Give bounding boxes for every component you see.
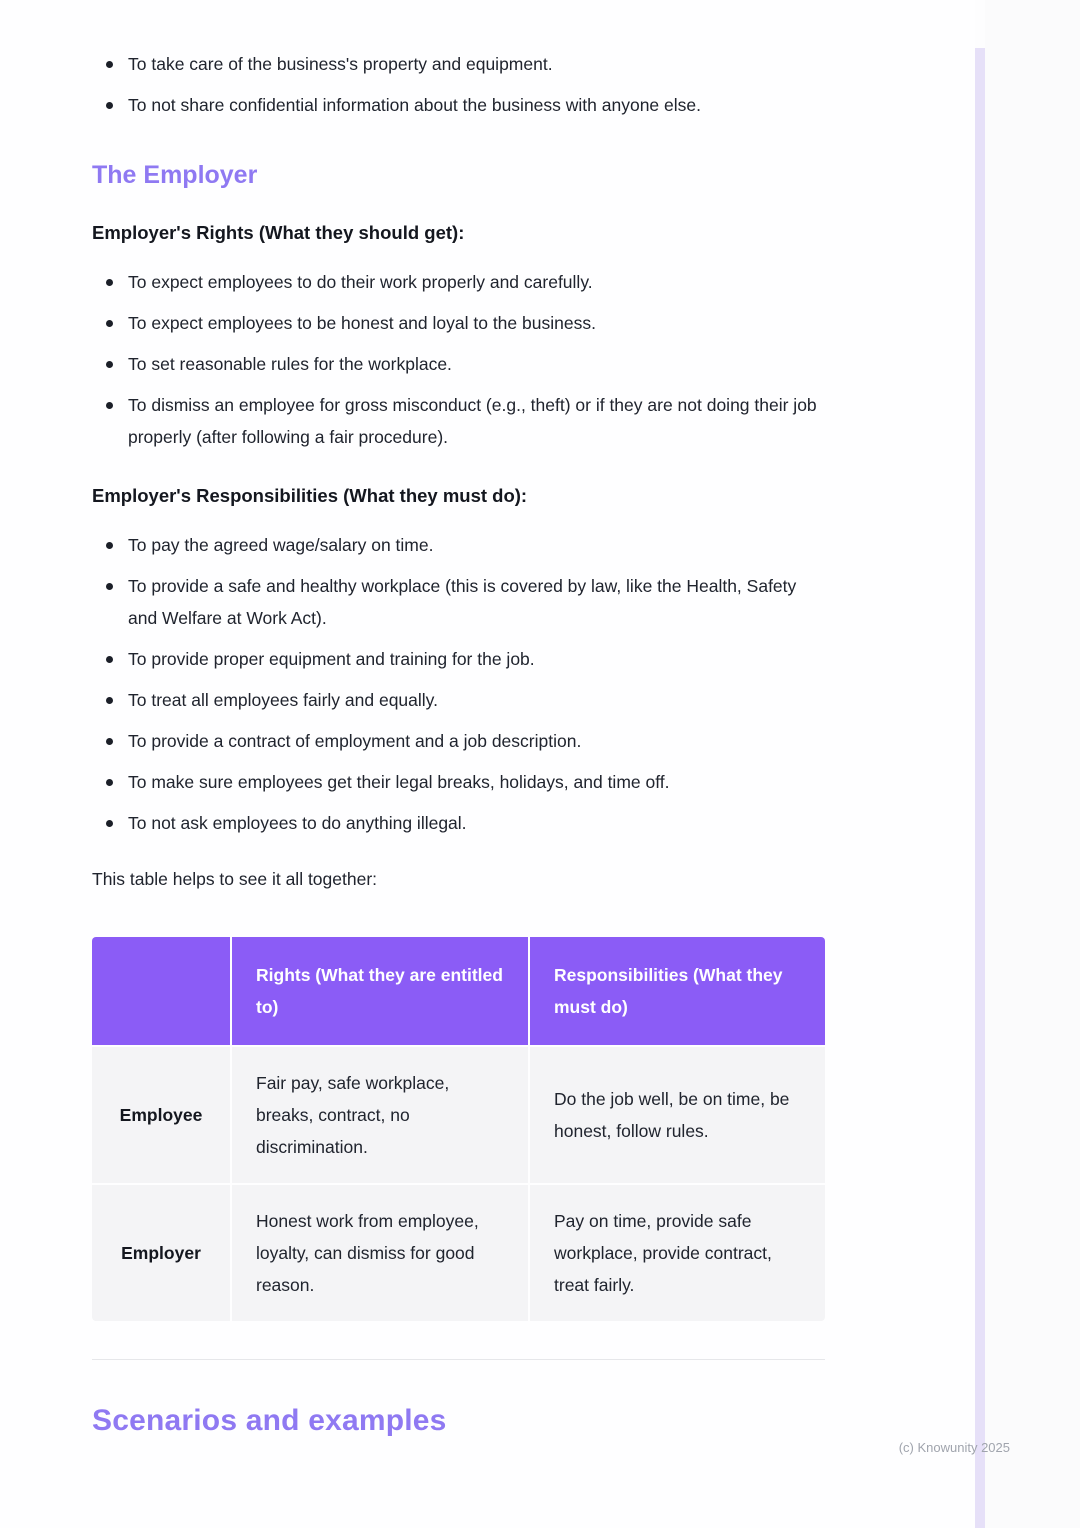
rights-responsibilities-table — [92, 937, 825, 1321]
table-cell-employer-responsibilities: Pay on time, provide safe workplace, provide contract, treat fairly. — [530, 1185, 825, 1321]
section-divider — [92, 1359, 825, 1360]
bullet-item: To make sure employees get their legal breaks, holidays, and time off. — [106, 766, 825, 798]
table-corner-cell — [92, 937, 230, 1045]
table-header-responsibilities: Responsibilities (What they must do) — [530, 937, 825, 1045]
bullet-item: To pay the agreed wage/salary on time. — [106, 529, 825, 561]
table-row-label-employer: Employer — [92, 1185, 230, 1321]
vertical-accent-stripe — [975, 48, 985, 1528]
table-cell-employer-rights: Honest work from employee, loyalty, can dismiss for good reason. — [232, 1185, 528, 1321]
bullet-item: To expect employees to do their work properly and carefully. — [106, 266, 825, 298]
bullet-item: To expect employees to be honest and loyal to the business. — [106, 307, 825, 339]
copyright-footer: (c) Knowunity 2025 — [898, 1440, 1010, 1455]
table-intro-text: This table helps to see it all together: — [92, 869, 378, 889]
bullet-item: To treat all employees fairly and equally. — [106, 684, 825, 716]
employer-rights-list — [106, 266, 825, 453]
document-content — [92, 48, 825, 1438]
section-title-scenarios: Scenarios and examples — [92, 1404, 447, 1437]
table-cell-employee-responsibilities: Do the job well, be on time, be honest, follow rules. — [530, 1047, 825, 1183]
bullet-item: To dismiss an employee for gross misconduct (e.g., theft) or if they are not doing their job properly (after following a fair procedure). — [106, 389, 825, 453]
bullet-item: To set reasonable rules for the workplace. — [106, 348, 825, 380]
bullet-item: To provide proper equipment and training for the job. — [106, 643, 825, 675]
table-cell-employee-rights: Fair pay, safe workplace, breaks, contract, no discrimination. — [232, 1047, 528, 1183]
employer-rights-heading: Employer's Rights (What they should get): — [92, 222, 465, 243]
bullet-item: To not share confidential information about the business with anyone else. — [106, 89, 825, 121]
table-row-label-employee: Employee — [92, 1047, 230, 1183]
bullet-item: To not ask employees to do anything illegal. — [106, 807, 825, 839]
employer-responsibilities-heading: Employer's Responsibilities (What they must do): — [92, 485, 528, 506]
table-header-rights: Rights (What they are entitled to) — [232, 937, 528, 1045]
right-gutter — [985, 0, 1080, 1528]
bullet-item: To provide a contract of employment and a job description. — [106, 725, 825, 757]
employer-responsibilities-list — [106, 529, 825, 839]
intro-bullet-list — [106, 48, 825, 121]
bullet-item: To provide a safe and healthy workplace (this is covered by law, like the Health, Safety and Welfare at Work Act). — [106, 570, 825, 634]
bullet-item: To take care of the business's property and equipment. — [106, 48, 825, 80]
section-title-the-employer: The Employer — [92, 161, 258, 189]
